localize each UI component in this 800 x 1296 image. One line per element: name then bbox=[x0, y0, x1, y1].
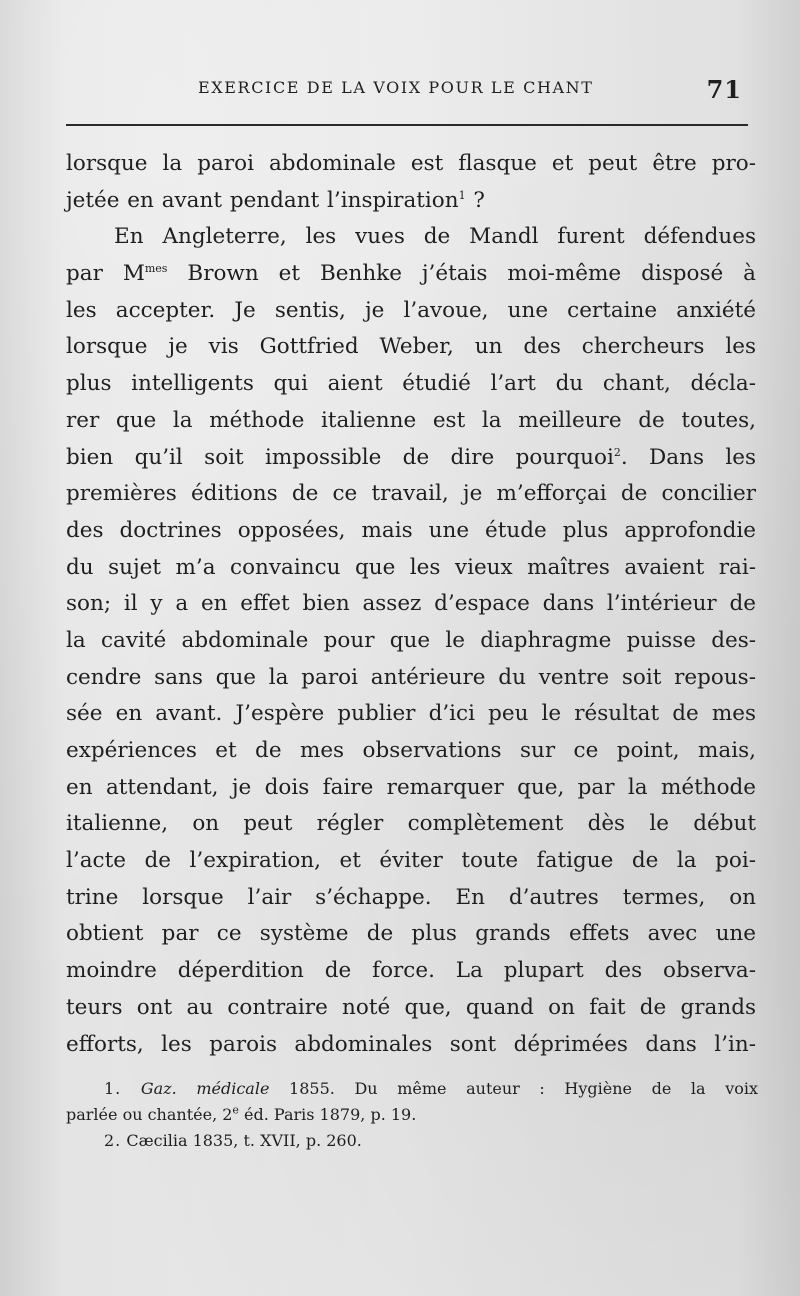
text-line: sée en avant. J’espère publier d’ici peu le résultat de mes bbox=[66, 701, 756, 727]
footnote-text: éd. Paris 1879, p. 19. bbox=[238, 1105, 417, 1124]
text-line: l’acte de l’expiration, et éviter toute fatigue de la poi- bbox=[66, 848, 756, 874]
footnote-text: 1855. Du même auteur : Hygiène de la voix bbox=[269, 1079, 759, 1098]
footnotes bbox=[66, 1076, 758, 1154]
text-line: en attendant, je dois faire remarquer que, par la méthode bbox=[66, 774, 756, 800]
header-rule bbox=[66, 124, 748, 126]
text-line: la cavité abdominale pour que le diaphragme puisse des- bbox=[66, 627, 756, 653]
footnote-text: parlée ou chantée, 2 bbox=[66, 1105, 233, 1124]
text-line: son; il y a en effet bien assez d’espace dans l’intérieur de bbox=[66, 591, 756, 617]
text-line: des doctrines opposées, mais une étude plus approfondie bbox=[66, 517, 756, 543]
footnote-2 bbox=[66, 1128, 758, 1154]
text-segment: bien qu’il soit impossible de dire pourquoi bbox=[66, 444, 614, 470]
footnote-number: 2. bbox=[104, 1131, 122, 1150]
text-segment: Brown et Benhke j’étais moi-même disposé à bbox=[167, 261, 756, 287]
text-line: obtient par ce système de plus grands effets avec une bbox=[66, 921, 756, 947]
text-line bbox=[66, 256, 756, 293]
text-line: lorsque la paroi abdominale est flasque et peut être pro- bbox=[66, 151, 756, 176]
text-line: efforts, les parois abdominales sont déprimées dans l’in- bbox=[66, 1031, 756, 1057]
text-line: rer que la méthode italienne est la meilleure de toutes, bbox=[66, 407, 756, 433]
text-line: moindre déperdition de force. La plupart des observa- bbox=[66, 958, 756, 984]
text-line bbox=[66, 183, 756, 220]
body-text bbox=[66, 146, 756, 1063]
footnote-number: 1. bbox=[104, 1079, 122, 1098]
footnote-1 bbox=[66, 1076, 758, 1102]
text-segment: jetée en avant pendant l’inspiration bbox=[66, 187, 459, 213]
footnote-ref: 2 bbox=[613, 445, 621, 459]
text-segment: par M bbox=[66, 261, 145, 287]
text-line: expériences et de mes observations sur ce point, mais, bbox=[66, 738, 756, 763]
text-line: En Angleterre, les vues de Mandl furent défendues bbox=[114, 224, 756, 250]
footnote-1-continued bbox=[66, 1102, 758, 1128]
text-line: premières éditions de ce travail, je m’efforçai de concilier bbox=[66, 481, 756, 507]
text-line: lorsque je vis Gottfried Weber, un des chercheurs les bbox=[66, 334, 756, 360]
text-line: trine lorsque l’air s’échappe. En d’autres termes, on bbox=[66, 884, 756, 910]
text-line: teurs ont au contraire noté que, quand on fait de grands bbox=[66, 994, 756, 1020]
text-line: cendre sans que la paroi antérieure du ventre soit repous- bbox=[66, 664, 756, 690]
footnote-ref: 1 bbox=[458, 188, 466, 202]
running-title: EXERCICE DE LA VOIX POUR LE CHANT bbox=[198, 78, 594, 97]
text-line bbox=[66, 440, 756, 477]
text-segment: ? bbox=[465, 187, 485, 213]
text-line: plus intelligents qui aient étudié l’art du chant, décla- bbox=[66, 371, 756, 397]
text-line: du sujet m’a convaincu que les vieux maîtres avaient rai- bbox=[66, 554, 756, 580]
superscript: e bbox=[232, 1103, 239, 1117]
text-line: italienne, on peut régler complètement dès le début bbox=[66, 811, 756, 837]
superscript: mes bbox=[144, 261, 168, 275]
page-number: 71 bbox=[706, 75, 742, 104]
text-segment: . Dans les bbox=[620, 444, 756, 470]
footnote-text: Cæcilia 1835, t. XVII, p. 260. bbox=[121, 1131, 362, 1150]
running-head bbox=[66, 76, 748, 108]
text-line: les accepter. Je sentis, je l’avoue, une certaine anxiété bbox=[66, 297, 756, 323]
footnote-italic: Gaz. médicale bbox=[140, 1079, 270, 1098]
